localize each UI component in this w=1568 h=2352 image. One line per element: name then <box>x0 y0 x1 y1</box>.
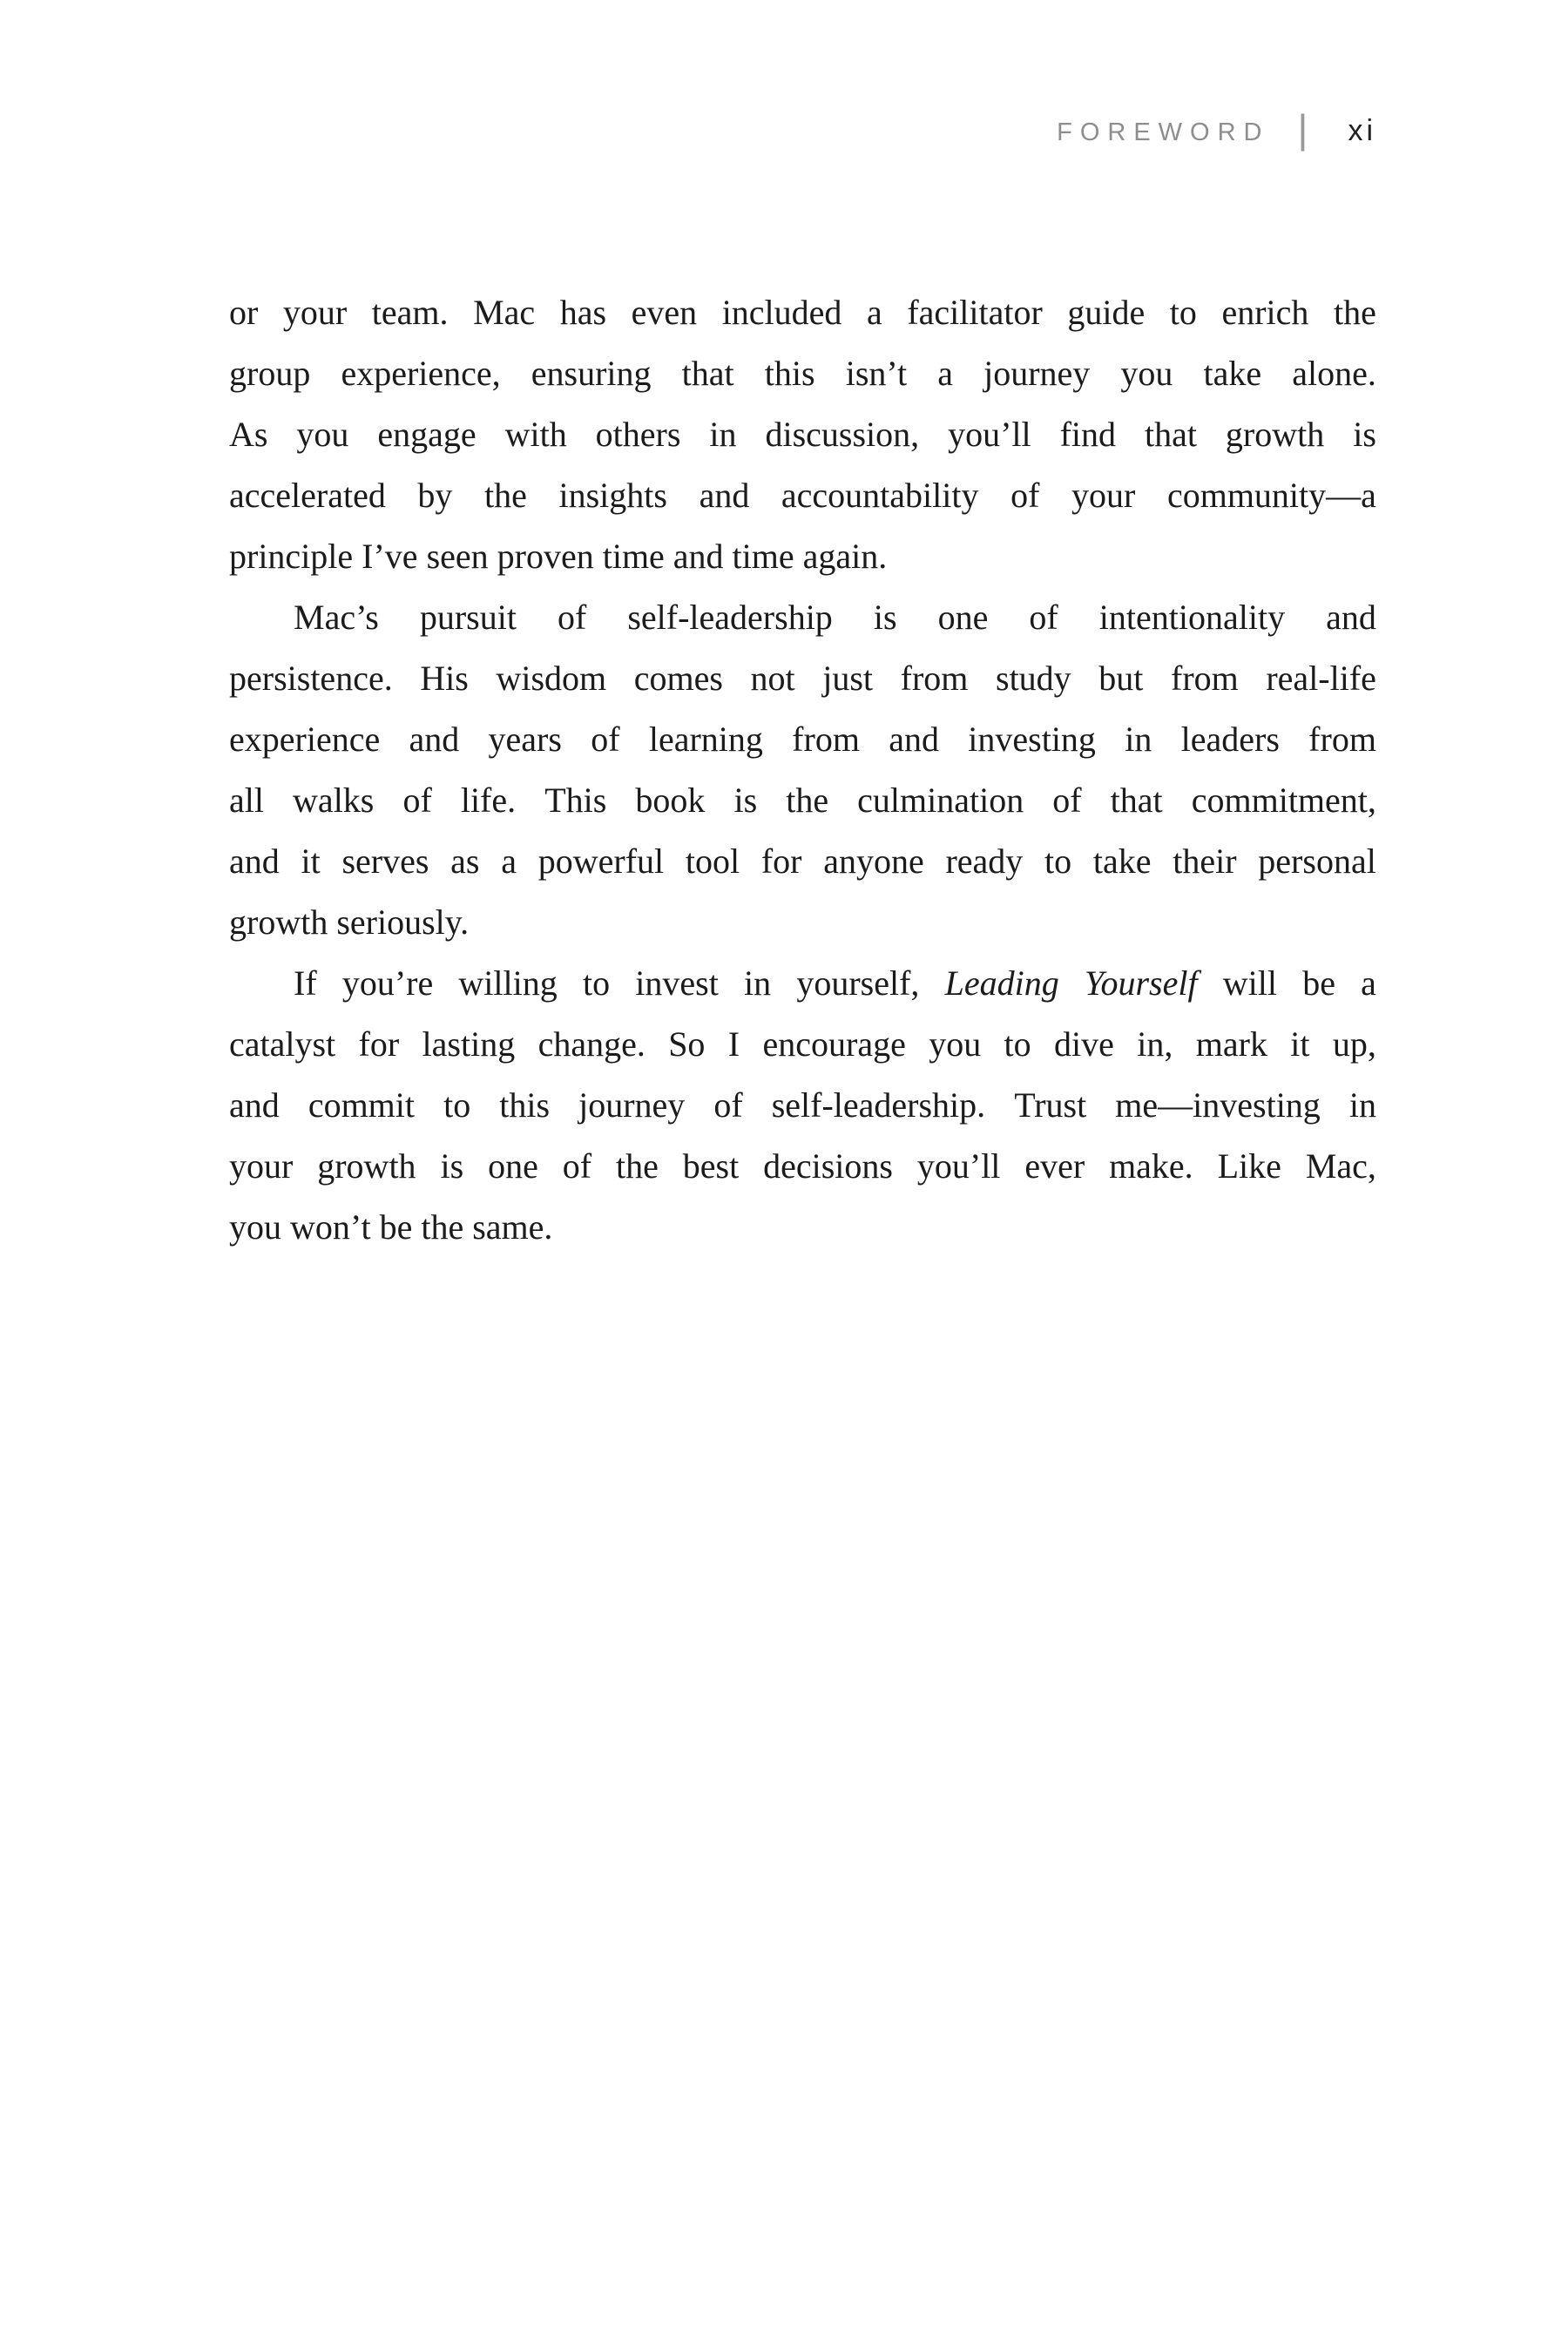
word: of <box>402 781 432 820</box>
word: Mac’s <box>294 598 379 637</box>
word: mark <box>1195 1024 1267 1064</box>
body-text <box>229 282 1376 1258</box>
word: the <box>1333 293 1376 332</box>
word: lasting <box>422 1024 516 1064</box>
word: make. <box>1109 1146 1193 1186</box>
text-line <box>229 648 1376 709</box>
word: serves <box>341 841 429 881</box>
word: community—a <box>1166 476 1376 515</box>
word: years <box>488 720 562 759</box>
word: be <box>1302 963 1335 1003</box>
word: persistence. <box>229 659 393 698</box>
word: life. <box>460 781 517 820</box>
running-head <box>1057 103 1376 150</box>
text-line <box>229 770 1376 831</box>
word: of <box>1052 781 1082 820</box>
word: included <box>721 293 842 332</box>
word: will <box>1222 963 1277 1003</box>
word: just <box>822 659 874 698</box>
word: take <box>1203 354 1262 393</box>
word: self-leadership. <box>771 1085 986 1125</box>
word: with <box>504 415 567 454</box>
word: and <box>409 720 460 759</box>
word: experience <box>229 720 381 759</box>
word: accountability <box>781 476 979 515</box>
word: find <box>1059 415 1117 454</box>
text-line <box>229 1075 1376 1136</box>
word: is <box>873 598 897 637</box>
text-line <box>229 282 1376 343</box>
word: to <box>1169 293 1197 332</box>
word: you <box>929 1024 982 1064</box>
word: His <box>420 659 469 698</box>
word: by <box>417 476 453 515</box>
word: personal <box>1258 841 1376 881</box>
word: powerful <box>537 841 665 881</box>
word: and <box>229 841 280 881</box>
word: you <box>296 415 349 454</box>
word: it <box>301 841 321 881</box>
book-title-italic: Leading <box>944 963 1059 1003</box>
word: discussion, <box>765 415 920 454</box>
word: anyone <box>823 841 924 881</box>
word: from <box>792 720 860 759</box>
word: book <box>635 781 706 820</box>
word: you’ll <box>916 1146 1001 1186</box>
word: is <box>733 781 758 820</box>
word: investing <box>968 720 1096 759</box>
word: but <box>1098 659 1144 698</box>
word: of <box>713 1085 743 1125</box>
word: real-life <box>1266 659 1376 698</box>
word: in, <box>1137 1024 1173 1064</box>
section-title: FOREWORD <box>1057 118 1270 146</box>
word: and <box>699 476 750 515</box>
word: in <box>1348 1085 1376 1125</box>
word: is <box>1353 415 1376 454</box>
word: and <box>889 720 939 759</box>
word: team. <box>371 293 449 332</box>
word: you’ll <box>948 415 1031 454</box>
word: self-leadership <box>627 598 833 637</box>
word: alone. <box>1292 354 1376 393</box>
word: a <box>937 354 953 393</box>
word: your <box>229 1146 294 1186</box>
word: ever <box>1024 1146 1085 1186</box>
word: even <box>631 293 698 332</box>
word: one <box>937 598 989 637</box>
text-line <box>229 1197 1376 1258</box>
word: and <box>229 1085 280 1125</box>
word: willing <box>458 963 558 1003</box>
word: is <box>440 1146 464 1186</box>
paragraph <box>229 587 1376 953</box>
word: and <box>1326 598 1376 637</box>
word: engage <box>377 415 476 454</box>
word: isn’t <box>845 354 908 393</box>
word: of <box>562 1146 592 1186</box>
word: take <box>1092 841 1152 881</box>
word: best <box>682 1146 740 1186</box>
word: culmination <box>857 781 1024 820</box>
text-line <box>229 831 1376 892</box>
word: up, <box>1332 1024 1376 1064</box>
paragraph <box>229 953 1376 1258</box>
page-number: xi <box>1348 114 1376 147</box>
text-line <box>229 587 1376 648</box>
word: the <box>484 476 527 515</box>
word: a <box>1361 963 1376 1003</box>
word: If <box>294 963 317 1003</box>
word: guide <box>1067 293 1146 332</box>
word: your <box>282 293 348 332</box>
word: all <box>229 781 264 820</box>
word: their <box>1173 841 1237 881</box>
word: dive <box>1054 1024 1114 1064</box>
word: growth <box>1225 415 1325 454</box>
book-title-italic: Yourself <box>1084 963 1198 1003</box>
word: the <box>786 781 829 820</box>
word: invest <box>635 963 719 1003</box>
text-line <box>229 1014 1376 1075</box>
word: ensuring <box>531 354 652 393</box>
text-line <box>229 709 1376 770</box>
word: pursuit <box>419 598 517 637</box>
word: decisions <box>763 1146 893 1186</box>
text-line <box>229 404 1376 465</box>
word: wisdom <box>496 659 607 698</box>
word: Like <box>1217 1146 1281 1186</box>
word: this <box>764 354 815 393</box>
text-line <box>229 526 1376 587</box>
text-segment: principle I’ve seen proven time and time again. <box>229 537 888 576</box>
word: yourself, <box>796 963 920 1003</box>
word: in <box>1125 720 1152 759</box>
word: for <box>760 841 802 881</box>
word: accelerated <box>229 476 386 515</box>
word: intentionality <box>1098 598 1286 637</box>
text-line <box>229 892 1376 953</box>
word: learning <box>648 720 763 759</box>
word: me—investing <box>1115 1085 1321 1125</box>
word: commit <box>308 1085 416 1125</box>
word: as <box>450 841 480 881</box>
word: to <box>582 963 611 1003</box>
word: you <box>1120 354 1173 393</box>
word: that <box>1110 781 1163 820</box>
word: catalyst <box>229 1024 336 1064</box>
word: As <box>229 415 268 454</box>
word: I <box>727 1024 740 1064</box>
word: leaders <box>1180 720 1280 759</box>
word: a <box>501 841 517 881</box>
word: or <box>229 293 259 332</box>
word: you’re <box>341 963 434 1003</box>
header-divider: | <box>1297 106 1308 152</box>
text-segment: you won’t be the same. <box>229 1207 553 1247</box>
word: ready <box>945 841 1024 881</box>
word: walks <box>293 781 375 820</box>
word: journey <box>578 1085 686 1125</box>
word: to <box>1044 841 1072 881</box>
word: that <box>1144 415 1197 454</box>
word: for <box>358 1024 400 1064</box>
word: commitment, <box>1191 781 1376 820</box>
text-line <box>229 465 1376 526</box>
word: change. <box>537 1024 645 1064</box>
word: journey <box>983 354 1091 393</box>
text-line <box>229 343 1376 404</box>
paragraph <box>229 282 1376 587</box>
word: Mac <box>473 293 536 332</box>
word: study <box>996 659 1071 698</box>
word: this <box>499 1085 551 1125</box>
word: insights <box>558 476 667 515</box>
word: has <box>559 293 607 332</box>
word: from <box>900 659 969 698</box>
word: to <box>1004 1024 1031 1064</box>
word: one <box>488 1146 538 1186</box>
word: of <box>1029 598 1058 637</box>
word: from <box>1171 659 1239 698</box>
text-line <box>229 1136 1376 1197</box>
word: encourage <box>762 1024 906 1064</box>
word: in <box>709 415 737 454</box>
word: facilitator <box>907 293 1043 332</box>
text-segment: growth seriously. <box>229 902 470 942</box>
word: to <box>443 1085 471 1125</box>
word: group <box>229 354 311 393</box>
word: This <box>544 781 607 820</box>
word: not <box>750 659 795 698</box>
word: your <box>1071 476 1136 515</box>
word: Trust <box>1014 1085 1087 1125</box>
word: it <box>1290 1024 1310 1064</box>
word: others <box>595 415 681 454</box>
word: experience, <box>341 354 501 393</box>
text-line <box>229 953 1376 1014</box>
word: a <box>866 293 882 332</box>
word: that <box>681 354 734 393</box>
word: from <box>1308 720 1376 759</box>
word: of <box>1010 476 1040 515</box>
word: of <box>557 598 587 637</box>
word: of <box>591 720 620 759</box>
word: enrich <box>1221 293 1309 332</box>
word: the <box>615 1146 659 1186</box>
word: tool <box>685 841 740 881</box>
word: Mac, <box>1305 1146 1376 1186</box>
word: So <box>668 1024 706 1064</box>
word: comes <box>633 659 723 698</box>
word: growth <box>317 1146 416 1186</box>
word: in <box>744 963 772 1003</box>
